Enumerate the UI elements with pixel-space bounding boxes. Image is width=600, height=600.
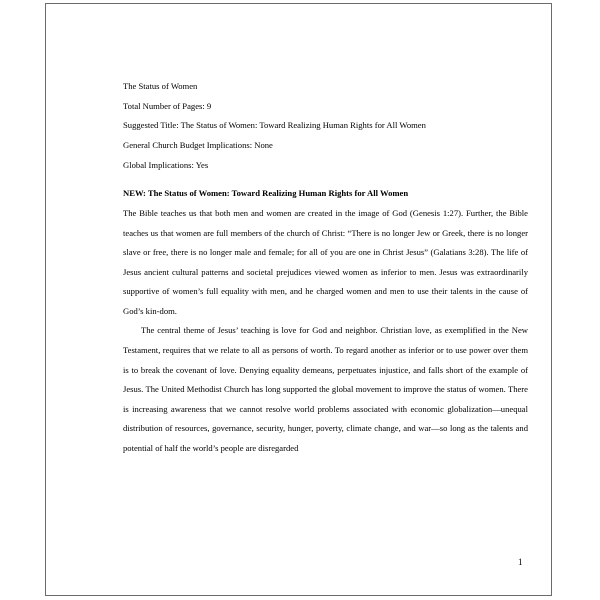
body-paragraph-1: The Bible teaches us that both men and women are created in the image of God (Genesis 1:27). Further, the Bible teaches us that women are full members of the church of Christ: “There is no longer Jew or Greek, there is no longer slave or free, there is no longer male and female; for all of you are one in Christ Jesus” (Galatians 3:28). The life of Jesus ancient cultural patterns and societal prejudices viewed women as inferior to men. Jesus was extraordinarily supportive of women’s full equality with men, and he charged women and men to use their talents in the cause of God’s kin-dom.: [123, 208, 528, 316]
page-number: 1: [518, 557, 523, 567]
section-heading: NEW: The Status of Women: Toward Realizing Human Rights for All Women: [123, 188, 409, 199]
header-line-page-count: Total Number of Pages: 9: [123, 100, 212, 111]
body-paragraph-2: The central theme of Jesus’ teaching is love for God and neighbor. Christian love, as exemplified in the New Testament, requires that we relate to all as persons of worth. To regard another as inferior or to use power over them is to break the covenant of love. Denying equality demeans, perpetuates injustice, and falls short of the example of Jesus. The United Methodist Church has long supported the global movement to improve the status of women. There is increasing awareness that we cannot resolve world problems associated with economic globalization—unequal distribution of resources, governance, security, hunger, poverty, climate change, and war—so long as the talents and potential of half the world’s people are disregarded: [123, 325, 528, 453]
header-line-suggested-title: Suggested Title: The Status of Women: Toward Realizing Human Rights for All Women: [123, 120, 426, 131]
document-page: [45, 3, 552, 596]
section-spacer: [123, 175, 528, 184]
header-line-global: Global Implications: Yes: [123, 159, 209, 170]
page-content: [123, 77, 528, 458]
header-line-title: The Status of Women: [123, 81, 198, 91]
header-line-budget: General Church Budget Implications: None: [123, 140, 273, 151]
